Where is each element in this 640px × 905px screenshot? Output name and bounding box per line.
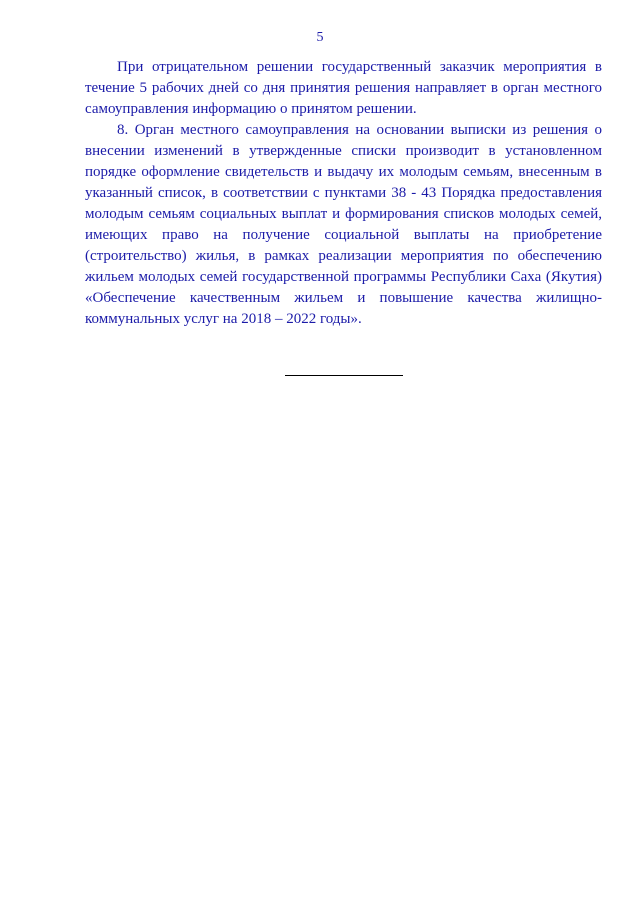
paragraph-decision-notice: При отрицательном решении государственный заказчик мероприятия в течение 5 рабочих дней со дня принятия решения направляет в орган местного самоуправления информацию о принятом решении.	[85, 59, 602, 117]
paragraph-item-8: 8. Орган местного самоуправления на основании выписки из решения о внесении изменений в утвержденные списки производит в установленном порядке оформление свидетельств и выдачу их молодым семьям, внесенным в указанный список, в соответствии с пунктами 38 - 43 Порядка предоставления молодым семьям социальных выплат и формирования списков молодых семей, имеющих право на получение социальной выплаты на приобретение (строительство) жилья, в рамках реализации мероприятия по обеспечению жильем молодых семей государственной программы Республики Саха (Якутия) «Обеспечение качественным жильем и повышение качества жилищно-коммунальных услуг на 2018 – 2022 годы».	[85, 122, 602, 327]
page-number: 5	[316, 30, 324, 45]
signature-divider	[285, 375, 403, 376]
document-body	[85, 57, 602, 330]
